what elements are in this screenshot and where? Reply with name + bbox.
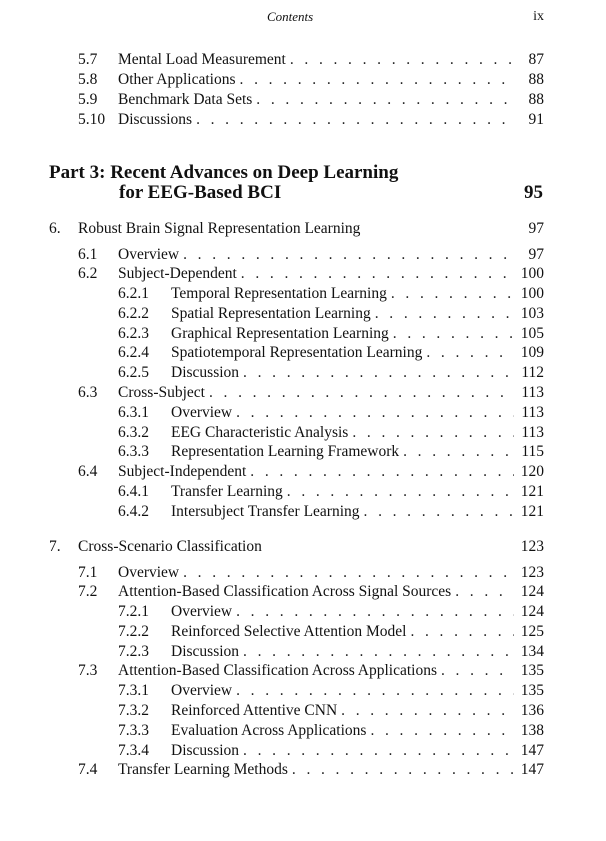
- subsection-number: 6.2.2: [118, 305, 149, 322]
- dot-leader: [183, 564, 514, 582]
- subsection-number: 6.4.2: [118, 503, 149, 520]
- dot-leader: [290, 51, 514, 69]
- toc-entry[interactable]: [78, 761, 544, 781]
- section-number: 5.7: [78, 51, 98, 68]
- subsection-title: Representation Learning Framework: [171, 443, 400, 460]
- subsection-page: 105: [520, 325, 544, 342]
- dot-leader: [410, 623, 514, 641]
- subsection-page: 147: [520, 742, 544, 759]
- subsection-page: 113: [521, 424, 544, 441]
- subsection-page: 103: [520, 305, 544, 322]
- section-number: 7.4: [78, 761, 98, 778]
- page-header: [0, 9, 606, 27]
- dot-leader: [441, 662, 514, 680]
- section-page: 113: [521, 384, 544, 401]
- section-page: 97: [528, 246, 544, 263]
- subsection-title: Spatial Representation Learning: [171, 305, 371, 322]
- subsection-page: 121: [520, 503, 544, 520]
- toc-entry[interactable]: [118, 722, 544, 742]
- subsection-number: 7.2.2: [118, 623, 149, 640]
- subsection-page: 100: [520, 285, 544, 302]
- subsection-title: Intersubject Transfer Learning: [171, 503, 360, 520]
- subsection-number: 6.4.1: [118, 483, 149, 500]
- section-page: 87: [528, 51, 544, 68]
- section-number: 7.3: [78, 662, 98, 679]
- toc-entry[interactable]: [78, 71, 544, 91]
- section-page: 88: [528, 91, 544, 108]
- section-title: Cross-Subject: [118, 384, 205, 401]
- dot-leader: [236, 682, 514, 700]
- subsection-number: 6.2.3: [118, 325, 149, 342]
- subsection-number: 6.3.3: [118, 443, 149, 460]
- toc-entry[interactable]: [78, 246, 544, 266]
- toc-entry[interactable]: [78, 662, 544, 682]
- subsection-number: 7.3.4: [118, 742, 149, 759]
- subsection-title: Overview: [171, 603, 233, 620]
- subsection-page: 135: [520, 682, 544, 699]
- section-page: 100: [520, 265, 544, 282]
- subsection-title: Overview: [171, 404, 233, 421]
- section-page: 91: [528, 111, 544, 128]
- subsection-number: 6.2.4: [118, 344, 149, 361]
- toc-entry[interactable]: [78, 564, 544, 584]
- toc-entry[interactable]: [78, 463, 544, 483]
- part-title-line2: for EEG-Based BCI: [119, 182, 282, 203]
- section-title: Transfer Learning Methods: [118, 761, 288, 778]
- dot-leader: [243, 364, 514, 382]
- section-title: Mental Load Measurement: [118, 51, 286, 68]
- section-number: 5.8: [78, 71, 98, 88]
- subsection-page: 138: [520, 722, 544, 739]
- section-number: 6.2: [78, 265, 98, 282]
- running-title: Contents: [267, 9, 314, 24]
- section-number: 6.4: [78, 463, 98, 480]
- section-title: Subject-Independent: [118, 463, 247, 480]
- subsection-title: Overview: [171, 682, 233, 699]
- toc-entry[interactable]: [78, 111, 544, 131]
- section-title: Overview: [118, 564, 180, 581]
- subsection-number: 7.2.1: [118, 603, 149, 620]
- toc-entry[interactable]: [118, 285, 544, 305]
- section-number: 5.9: [78, 91, 98, 108]
- chapter-title: Robust Brain Signal Representation Learning: [78, 220, 361, 237]
- section-page: 120: [520, 463, 544, 480]
- chapter-entry[interactable]: [49, 538, 544, 558]
- section-page: 147: [520, 761, 544, 778]
- section-number: 6.1: [78, 246, 98, 263]
- section-number: 6.3: [78, 384, 98, 401]
- subsection-page: 113: [521, 404, 544, 421]
- dot-leader: [403, 443, 514, 461]
- subsection-title: Reinforced Attentive CNN: [171, 702, 338, 719]
- dot-leader: [243, 742, 514, 760]
- subsection-number: 7.2.3: [118, 643, 149, 660]
- toc-entry[interactable]: [118, 702, 544, 722]
- subsection-page: 124: [520, 603, 544, 620]
- dot-leader: [375, 305, 514, 323]
- dot-leader: [391, 285, 514, 303]
- subsection-title: Discussion: [171, 643, 240, 660]
- dot-leader: [209, 384, 514, 402]
- dot-leader: [393, 325, 514, 343]
- section-page: 88: [528, 71, 544, 88]
- section-page: 124: [520, 583, 544, 600]
- section-number: 7.2: [78, 583, 98, 600]
- chapter-title: Cross-Scenario Classification: [78, 538, 262, 555]
- subsection-title: Discussion: [171, 364, 240, 381]
- toc-entry[interactable]: [118, 603, 544, 623]
- subsection-page: 109: [520, 344, 544, 361]
- toc-entry[interactable]: [78, 384, 544, 404]
- dot-leader: [243, 643, 514, 661]
- subsection-page: 125: [520, 623, 544, 640]
- subsection-title: Graphical Representation Learning: [171, 325, 389, 342]
- chapter-entry[interactable]: [49, 220, 544, 240]
- page-number: ix: [533, 9, 544, 24]
- part-page: 95: [524, 182, 543, 203]
- part-heading[interactable]: [49, 162, 545, 206]
- section-title: Attention-Based Classification Across Signal Sources: [118, 583, 452, 600]
- subsection-title: Discussion: [171, 742, 240, 759]
- section-title: Overview: [118, 246, 180, 263]
- subsection-title: Spatiotemporal Representation Learning: [171, 344, 423, 361]
- subsection-title: Evaluation Across Applications: [171, 722, 367, 739]
- dot-leader: [196, 111, 514, 129]
- dot-leader: [256, 91, 514, 109]
- toc-entry[interactable]: [78, 91, 544, 111]
- subsection-page: 112: [521, 364, 544, 381]
- subsection-number: 7.3.2: [118, 702, 149, 719]
- dot-leader: [236, 603, 514, 621]
- dot-leader: [241, 265, 514, 283]
- toc-entry[interactable]: [118, 344, 544, 364]
- dot-leader: [292, 761, 514, 779]
- subsection-number: 7.3.3: [118, 722, 149, 739]
- dot-leader: [183, 246, 514, 264]
- toc-entry[interactable]: [118, 742, 544, 762]
- toc-entry[interactable]: [118, 623, 544, 643]
- toc-entry[interactable]: [118, 364, 544, 384]
- subsection-number: 6.2.5: [118, 364, 149, 381]
- dot-leader: [236, 404, 514, 422]
- chapter-number: 7.: [49, 538, 61, 555]
- subsection-title: Transfer Learning: [171, 483, 283, 500]
- toc-entry[interactable]: [78, 51, 544, 71]
- dot-leader: [287, 483, 514, 501]
- section-page: 135: [520, 662, 544, 679]
- section-title: Attention-Based Classification Across Applications: [118, 662, 437, 679]
- toc-entry[interactable]: [118, 443, 544, 463]
- subsection-page: 136: [520, 702, 544, 719]
- subsection-page: 134: [520, 643, 544, 660]
- dot-leader: [240, 71, 514, 89]
- dot-leader: [341, 702, 514, 720]
- toc-entry[interactable]: [118, 325, 544, 345]
- toc-entry[interactable]: [118, 503, 544, 523]
- subsection-number: 7.3.1: [118, 682, 149, 699]
- subsection-title: Reinforced Selective Attention Model: [171, 623, 407, 640]
- subsection-title: EEG Characteristic Analysis: [171, 424, 349, 441]
- toc-entry[interactable]: [78, 583, 544, 603]
- section-title: Benchmark Data Sets: [118, 91, 253, 108]
- dot-leader: [352, 424, 514, 442]
- chapter-number: 6.: [49, 220, 61, 237]
- subsection-number: 6.2.1: [118, 285, 149, 302]
- toc-entry[interactable]: [118, 483, 544, 503]
- section-number: 5.10: [78, 111, 106, 128]
- toc-entry[interactable]: [118, 404, 544, 424]
- section-title: Discussions: [118, 111, 193, 128]
- toc-entry[interactable]: [118, 305, 544, 325]
- dot-leader: [364, 503, 514, 521]
- dot-leader: [250, 463, 514, 481]
- dot-leader: [426, 344, 514, 362]
- toc-entry[interactable]: [78, 265, 544, 285]
- subsection-number: 6.3.1: [118, 404, 149, 421]
- part-title-line1: Part 3: Recent Advances on Deep Learning: [49, 162, 399, 183]
- chapter-page: 97: [528, 220, 544, 237]
- section-number: 7.1: [78, 564, 98, 581]
- dot-leader: [370, 722, 514, 740]
- toc-entry[interactable]: [118, 424, 544, 444]
- subsection-title: Temporal Representation Learning: [171, 285, 387, 302]
- dot-leader: [455, 583, 514, 601]
- chapter-page: 123: [520, 538, 544, 555]
- subsection-page: 121: [520, 483, 544, 500]
- subsection-page: 115: [521, 443, 544, 460]
- toc-entry[interactable]: [118, 682, 544, 702]
- subsection-number: 6.3.2: [118, 424, 149, 441]
- section-title: Other Applications: [118, 71, 236, 88]
- section-page: 123: [520, 564, 544, 581]
- toc-entry[interactable]: [118, 643, 544, 663]
- section-title: Subject-Dependent: [118, 265, 237, 282]
